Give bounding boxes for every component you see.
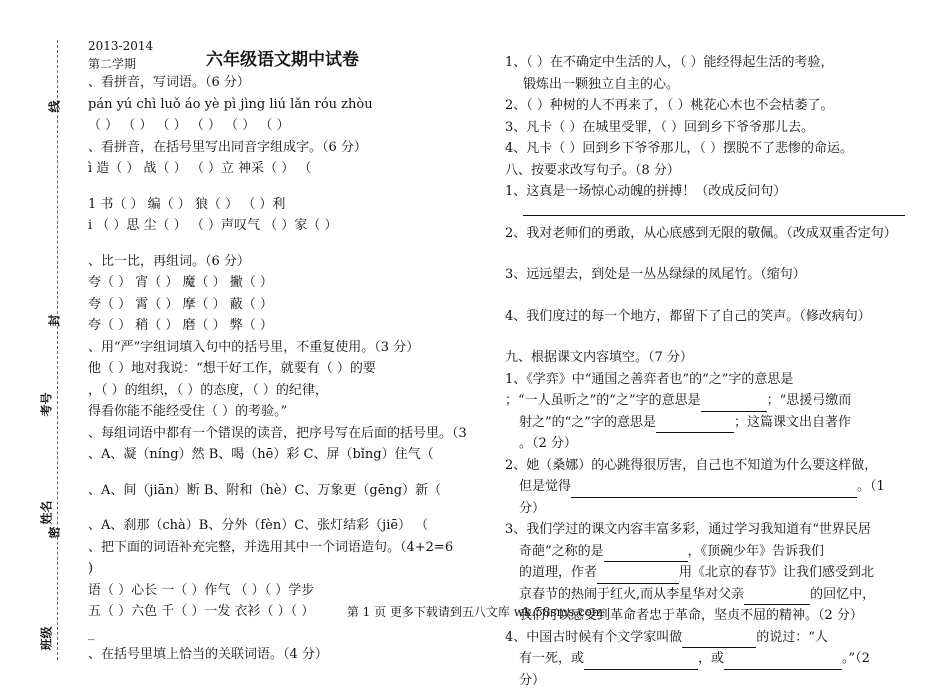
q9-1-text-b: ；“一人虽听之”的“之”字的意思是 — [505, 393, 701, 408]
q9-4-text-a: 4、中国古时候有个文学家叫做 — [505, 630, 682, 645]
left-question-lines — [88, 72, 480, 666]
q9-4-text-f: 分） — [505, 673, 545, 688]
left-line: 、A、凝（níng）然 B、喝（hē）彩 C、屏（bǐng）住气（ — [88, 444, 480, 466]
q9-3-text-d: 的道理，作者 — [505, 565, 597, 580]
binding-line — [57, 40, 58, 660]
left-line: ) — [88, 558, 480, 580]
side-label-kaohao: 考号 — [38, 392, 55, 416]
left-line: i （ ）思 尘（ ） （ ）声叹气 （ ）家（ ） — [88, 215, 480, 237]
left-line: 1 书（ ） 编（ ） 狼（ ） （ ）利 — [88, 194, 480, 216]
q8-4: 4、我们度过的每一个地方，都留下了自己的笑声。（修改病句） — [505, 306, 905, 328]
side-label-feng: 封 — [46, 314, 63, 326]
q9-3-blank-2[interactable] — [597, 569, 679, 584]
left-line: _ — [88, 623, 480, 645]
q9-1-text-d: 射之”的“之”字的意思是 — [505, 415, 656, 430]
q9-3-text-g: 的回忆中， — [810, 587, 875, 602]
q9-2-blank[interactable] — [571, 483, 857, 498]
left-line — [88, 466, 480, 480]
q9-4-text-d: ，或 — [698, 651, 724, 666]
q9-1 — [505, 369, 905, 455]
q9-1-text-a: 1、《学弈》中“通国之善弈者也”的“之”字的意思是 — [505, 372, 793, 387]
q9-3-text-f: 京春节的热闹于红火,而从李星华对父亲 — [505, 587, 744, 602]
q9-1-text-f: 。（2 分） — [505, 436, 577, 451]
q9-4-blank-2[interactable] — [584, 655, 698, 670]
left-line: 夸（ ） 稍（ ） 磨（ ） 弊（ ） — [88, 315, 480, 337]
left-line: 他（ ）地对我说：“想干好工作，就要有（ ）的要 — [88, 358, 480, 380]
q9-1-text-e: ；这篇课文出自著作 — [734, 415, 851, 430]
q8-heading: 八、按要求改写句子。（8 分） — [505, 160, 905, 182]
page-footer: 第 1 页 更多下载请到五八文库 wk.58sms.com — [0, 603, 950, 620]
side-label-xian: 线 — [46, 100, 63, 112]
q9-2-text-a: 2、她（桑娜）的心跳得很厉害，自己也不知道为什么要这样做， — [505, 458, 877, 473]
left-line: 、看拼音，在括号里写出同音字组成字。（6 分） — [88, 137, 480, 159]
q7-item-4: 4、凡卡（ ）回到乡下爷爷那儿，（ ）摆脱不了悲惨的命运。 — [505, 138, 905, 160]
q9-4-blank-3[interactable] — [724, 655, 842, 670]
q9-4-text-e: 。”（2 — [842, 651, 870, 666]
left-column — [88, 36, 480, 666]
left-line: 五（ ）六色 千（ ）一发 衣衫（ ）（ ） — [88, 601, 480, 623]
left-line: （ ） （ ） （ ） （ ） （ ） （ ） — [88, 115, 480, 137]
left-line: 、比一比，再组词。（6 分） — [88, 251, 480, 273]
exam-title: 六年级语文期中试卷 — [206, 50, 359, 72]
q9-2-text-d: 分） — [505, 501, 545, 516]
q9-3-text-c: ，《顶碗少年》告诉我们 — [688, 544, 825, 559]
school-year: 2013-2014 — [88, 36, 153, 58]
q9-2-text-c: 。（1 — [857, 479, 885, 494]
q7-item-3: 3、凡卡（ ）在城里受罪，（ ）回到乡下爷爷那儿去。 — [505, 117, 905, 139]
left-line — [88, 501, 480, 515]
left-line: 得看你能不能经受住（ ）的考验。” — [88, 401, 480, 423]
q7-item-1-cont: 锻炼出一颗独立自主的心。 — [505, 74, 905, 96]
q9-3-blank-1[interactable] — [604, 547, 688, 562]
left-line: 、A、间（jiān）断 B、附和（hè）C、万象更（gēng）新（ — [88, 480, 480, 502]
q9-3-text-b: 奇葩”之称的是 — [505, 544, 604, 559]
q9-4 — [505, 627, 905, 691]
left-line: 、在括号里填上恰当的关联词语。（4 分） — [88, 644, 480, 666]
q9-4-text-b: 的说过：“人 — [756, 630, 828, 645]
left-line: 夸（ ） 霄（ ） 摩（ ） 蔽（ ） — [88, 294, 480, 316]
exam-header — [88, 36, 480, 72]
semester: 第二学期 — [88, 54, 136, 76]
q8-3: 3、远远望去，到处是一丛丛绿绿的凤尾竹。（缩句） — [505, 264, 905, 286]
side-label-banji: 班级 — [38, 626, 55, 650]
q9-1-blank-2[interactable] — [656, 418, 734, 433]
q7-item-1: 1、（ ）在不确定中生活的人，（ ）能经得起生活的考验， — [505, 52, 905, 74]
q9-heading: 九、根据课文内容填空。（7 分） — [505, 347, 905, 369]
q9-3-text-a: 3、我们学过的课文内容丰富多彩，通过学习我知道有“世界民居 — [505, 522, 871, 537]
q8-2: 2、我对老师们的勇敢，从心底感到无限的敬佩。（改成双重否定句） — [505, 223, 905, 245]
q7-item-2: 2、（ ）种树的人不再来了，（ ）桃花心木也不会枯萎了。 — [505, 95, 905, 117]
left-line: 、看拼音，写词语。（6 分） — [88, 72, 480, 94]
q9-4-blank-1[interactable] — [682, 633, 756, 648]
q9-2 — [505, 455, 905, 520]
q9-3-text-e: 用《北京的春节》让我们感受到北 — [679, 565, 874, 580]
q9-4-text-c: 有一死，或 — [505, 651, 584, 666]
left-line: 夸（ ） 宵（ ） 魔（ ） 撇（ ） — [88, 272, 480, 294]
left-line: 、A、刹那（chà）B、分外（fèn）C、张灯结彩（jiē） （ — [88, 515, 480, 537]
left-line: 、把下面的词语补充完整，并选用其中一个词语造句。（4+2=6 — [88, 537, 480, 559]
left-line: ，（ ）的组织，（ ）的态度，（ ）的纪律， — [88, 380, 480, 402]
left-line — [88, 180, 480, 194]
side-label-xingming: 姓名 — [38, 500, 55, 524]
left-line: 、用“严”字组词填入句中的括号里，不重复使用。（3 分） — [88, 337, 480, 359]
left-line: 语（ ）心长 一（ ）作气 （ ）（ ）学步 — [88, 580, 480, 602]
q8-1-answer-line — [505, 203, 905, 223]
q9-1-text-c: ；“思援弓缴而 — [767, 393, 852, 408]
q9-2-text-b: 但是觉得 — [505, 479, 571, 494]
side-label-mi: 密 — [46, 526, 63, 538]
right-column — [505, 52, 905, 691]
q9-3-text-h: 我们可以感受到革命者忠于革命，坚贞不屈的精神。（2 分） — [505, 608, 863, 623]
q8-1: 1、这真是一场惊心动魄的拼搏！（改成反问句） — [505, 181, 905, 203]
left-line — [88, 237, 480, 251]
left-line: ì 造（ ） 战（ ） （ ）立 神采（ ） （ — [88, 158, 480, 180]
left-line: pán yú chì luǒ áo yè pì jìng liú lǎn róu zhòu — [88, 94, 480, 116]
q9-1-blank-1[interactable] — [701, 397, 767, 412]
left-line: 、每组词语中都有一个错误的读音，把序号写在后面的括号里。（3 — [88, 423, 480, 445]
